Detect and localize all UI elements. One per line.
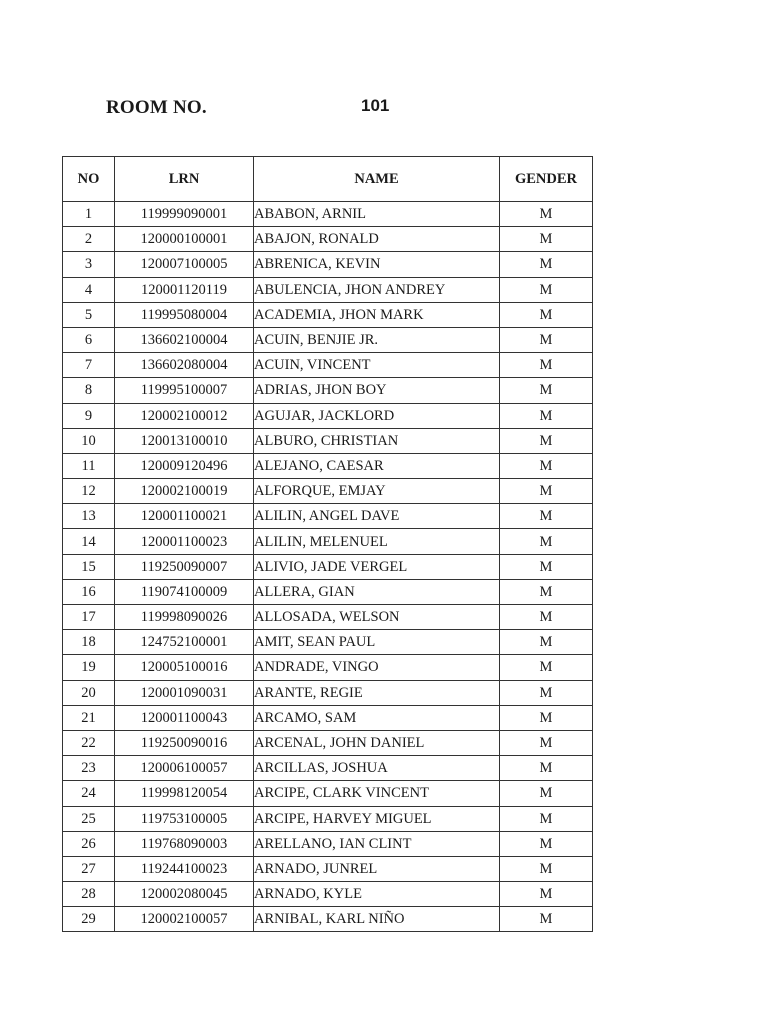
cell-name: ARCILLAS, JOSHUA bbox=[254, 756, 500, 781]
cell-no: 2 bbox=[63, 227, 115, 252]
table-row bbox=[63, 655, 593, 680]
cell-lrn: 136602080004 bbox=[115, 353, 254, 378]
cell-no: 8 bbox=[63, 378, 115, 403]
table-row bbox=[63, 730, 593, 755]
cell-lrn: 120005100016 bbox=[115, 655, 254, 680]
table-row bbox=[63, 907, 593, 932]
table-row bbox=[63, 630, 593, 655]
column-header-lrn: LRN bbox=[115, 157, 254, 202]
table-row bbox=[63, 705, 593, 730]
cell-lrn: 120002100019 bbox=[115, 479, 254, 504]
table-row bbox=[63, 227, 593, 252]
table-row bbox=[63, 378, 593, 403]
cell-no: 5 bbox=[63, 302, 115, 327]
cell-name: ARNADO, JUNREL bbox=[254, 856, 500, 881]
cell-gender: M bbox=[500, 277, 593, 302]
cell-gender: M bbox=[500, 705, 593, 730]
cell-no: 21 bbox=[63, 705, 115, 730]
cell-no: 23 bbox=[63, 756, 115, 781]
room-number: 101 bbox=[361, 96, 390, 115]
cell-lrn: 120009120496 bbox=[115, 453, 254, 478]
cell-no: 18 bbox=[63, 630, 115, 655]
table-row bbox=[63, 453, 593, 478]
cell-no: 13 bbox=[63, 504, 115, 529]
cell-lrn: 120001100023 bbox=[115, 529, 254, 554]
cell-lrn: 119250090016 bbox=[115, 730, 254, 755]
cell-lrn: 119768090003 bbox=[115, 831, 254, 856]
cell-name: ALLERA, GIAN bbox=[254, 579, 500, 604]
table-row bbox=[63, 882, 593, 907]
cell-gender: M bbox=[500, 403, 593, 428]
table-row bbox=[63, 353, 593, 378]
cell-no: 4 bbox=[63, 277, 115, 302]
cell-name: ALIVIO, JADE VERGEL bbox=[254, 554, 500, 579]
cell-lrn: 120001100021 bbox=[115, 504, 254, 529]
cell-lrn: 120013100010 bbox=[115, 428, 254, 453]
table-row bbox=[63, 756, 593, 781]
cell-no: 12 bbox=[63, 479, 115, 504]
table-row bbox=[63, 327, 593, 352]
cell-name: ALLOSADA, WELSON bbox=[254, 605, 500, 630]
cell-no: 19 bbox=[63, 655, 115, 680]
room-label: ROOM NO. bbox=[106, 97, 207, 118]
cell-gender: M bbox=[500, 907, 593, 932]
cell-gender: M bbox=[500, 453, 593, 478]
column-header-gender: GENDER bbox=[500, 157, 593, 202]
cell-gender: M bbox=[500, 353, 593, 378]
cell-gender: M bbox=[500, 882, 593, 907]
cell-no: 27 bbox=[63, 856, 115, 881]
cell-gender: M bbox=[500, 327, 593, 352]
cell-lrn: 120002080045 bbox=[115, 882, 254, 907]
student-roster-table bbox=[62, 156, 593, 932]
cell-no: 10 bbox=[63, 428, 115, 453]
cell-no: 16 bbox=[63, 579, 115, 604]
table-row bbox=[63, 302, 593, 327]
cell-lrn: 119998120054 bbox=[115, 781, 254, 806]
cell-no: 9 bbox=[63, 403, 115, 428]
column-header-name: NAME bbox=[254, 157, 500, 202]
cell-gender: M bbox=[500, 605, 593, 630]
cell-gender: M bbox=[500, 806, 593, 831]
cell-name: ABAJON, RONALD bbox=[254, 227, 500, 252]
cell-no: 29 bbox=[63, 907, 115, 932]
cell-gender: M bbox=[500, 655, 593, 680]
cell-lrn: 120002100012 bbox=[115, 403, 254, 428]
cell-lrn: 124752100001 bbox=[115, 630, 254, 655]
cell-gender: M bbox=[500, 781, 593, 806]
cell-name: ALBURO, CHRISTIAN bbox=[254, 428, 500, 453]
cell-gender: M bbox=[500, 479, 593, 504]
cell-name: ADRIAS, JHON BOY bbox=[254, 378, 500, 403]
table-header-row bbox=[63, 157, 593, 202]
cell-gender: M bbox=[500, 529, 593, 554]
table-row bbox=[63, 529, 593, 554]
cell-gender: M bbox=[500, 680, 593, 705]
cell-no: 20 bbox=[63, 680, 115, 705]
table-row bbox=[63, 554, 593, 579]
cell-gender: M bbox=[500, 252, 593, 277]
table-row bbox=[63, 277, 593, 302]
cell-gender: M bbox=[500, 630, 593, 655]
cell-lrn: 119998090026 bbox=[115, 605, 254, 630]
cell-no: 14 bbox=[63, 529, 115, 554]
cell-gender: M bbox=[500, 428, 593, 453]
cell-gender: M bbox=[500, 831, 593, 856]
cell-lrn: 120001100043 bbox=[115, 705, 254, 730]
cell-no: 26 bbox=[63, 831, 115, 856]
cell-name: ARCIPE, CLARK VINCENT bbox=[254, 781, 500, 806]
cell-gender: M bbox=[500, 856, 593, 881]
cell-no: 7 bbox=[63, 353, 115, 378]
cell-name: ARCENAL, JOHN DANIEL bbox=[254, 730, 500, 755]
table-row bbox=[63, 504, 593, 529]
table-row bbox=[63, 252, 593, 277]
cell-gender: M bbox=[500, 202, 593, 227]
table-row bbox=[63, 680, 593, 705]
cell-gender: M bbox=[500, 554, 593, 579]
cell-lrn: 119074100009 bbox=[115, 579, 254, 604]
column-header-no: NO bbox=[63, 157, 115, 202]
cell-lrn: 120006100057 bbox=[115, 756, 254, 781]
table-row bbox=[63, 856, 593, 881]
cell-lrn: 119244100023 bbox=[115, 856, 254, 881]
cell-name: ALFORQUE, EMJAY bbox=[254, 479, 500, 504]
cell-lrn: 119753100005 bbox=[115, 806, 254, 831]
cell-lrn: 120000100001 bbox=[115, 227, 254, 252]
cell-name: ABRENICA, KEVIN bbox=[254, 252, 500, 277]
table-row bbox=[63, 579, 593, 604]
cell-no: 3 bbox=[63, 252, 115, 277]
cell-name: ACUIN, BENJIE JR. bbox=[254, 327, 500, 352]
cell-no: 24 bbox=[63, 781, 115, 806]
cell-name: ALEJANO, CAESAR bbox=[254, 453, 500, 478]
cell-no: 25 bbox=[63, 806, 115, 831]
cell-name: ABABON, ARNIL bbox=[254, 202, 500, 227]
cell-name: ANDRADE, VINGO bbox=[254, 655, 500, 680]
cell-lrn: 120001090031 bbox=[115, 680, 254, 705]
table-row bbox=[63, 806, 593, 831]
cell-lrn: 119250090007 bbox=[115, 554, 254, 579]
cell-gender: M bbox=[500, 227, 593, 252]
cell-gender: M bbox=[500, 378, 593, 403]
table-row bbox=[63, 605, 593, 630]
cell-name: ABULENCIA, JHON ANDREY bbox=[254, 277, 500, 302]
cell-lrn: 119995080004 bbox=[115, 302, 254, 327]
cell-name: ARANTE, REGIE bbox=[254, 680, 500, 705]
table-row bbox=[63, 781, 593, 806]
cell-gender: M bbox=[500, 504, 593, 529]
cell-lrn: 119995100007 bbox=[115, 378, 254, 403]
cell-no: 6 bbox=[63, 327, 115, 352]
cell-name: AGUJAR, JACKLORD bbox=[254, 403, 500, 428]
cell-name: ALILIN, ANGEL DAVE bbox=[254, 504, 500, 529]
cell-lrn: 120007100005 bbox=[115, 252, 254, 277]
cell-gender: M bbox=[500, 730, 593, 755]
table-body bbox=[63, 202, 593, 932]
cell-no: 11 bbox=[63, 453, 115, 478]
cell-no: 15 bbox=[63, 554, 115, 579]
cell-name: ARCAMO, SAM bbox=[254, 705, 500, 730]
cell-name: ARELLANO, IAN CLINT bbox=[254, 831, 500, 856]
cell-name: ACADEMIA, JHON MARK bbox=[254, 302, 500, 327]
cell-no: 22 bbox=[63, 730, 115, 755]
table-row bbox=[63, 428, 593, 453]
cell-gender: M bbox=[500, 756, 593, 781]
cell-no: 28 bbox=[63, 882, 115, 907]
cell-gender: M bbox=[500, 579, 593, 604]
cell-name: AMIT, SEAN PAUL bbox=[254, 630, 500, 655]
cell-lrn: 136602100004 bbox=[115, 327, 254, 352]
cell-name: ALILIN, MELENUEL bbox=[254, 529, 500, 554]
table-row bbox=[63, 202, 593, 227]
cell-name: ACUIN, VINCENT bbox=[254, 353, 500, 378]
cell-lrn: 119999090001 bbox=[115, 202, 254, 227]
cell-name: ARCIPE, HARVEY MIGUEL bbox=[254, 806, 500, 831]
cell-name: ARNADO, KYLE bbox=[254, 882, 500, 907]
cell-gender: M bbox=[500, 302, 593, 327]
cell-name: ARNIBAL, KARL NIÑO bbox=[254, 907, 500, 932]
table-row bbox=[63, 831, 593, 856]
table-row bbox=[63, 403, 593, 428]
table-row bbox=[63, 479, 593, 504]
cell-no: 17 bbox=[63, 605, 115, 630]
cell-no: 1 bbox=[63, 202, 115, 227]
cell-lrn: 120002100057 bbox=[115, 907, 254, 932]
cell-lrn: 120001120119 bbox=[115, 277, 254, 302]
